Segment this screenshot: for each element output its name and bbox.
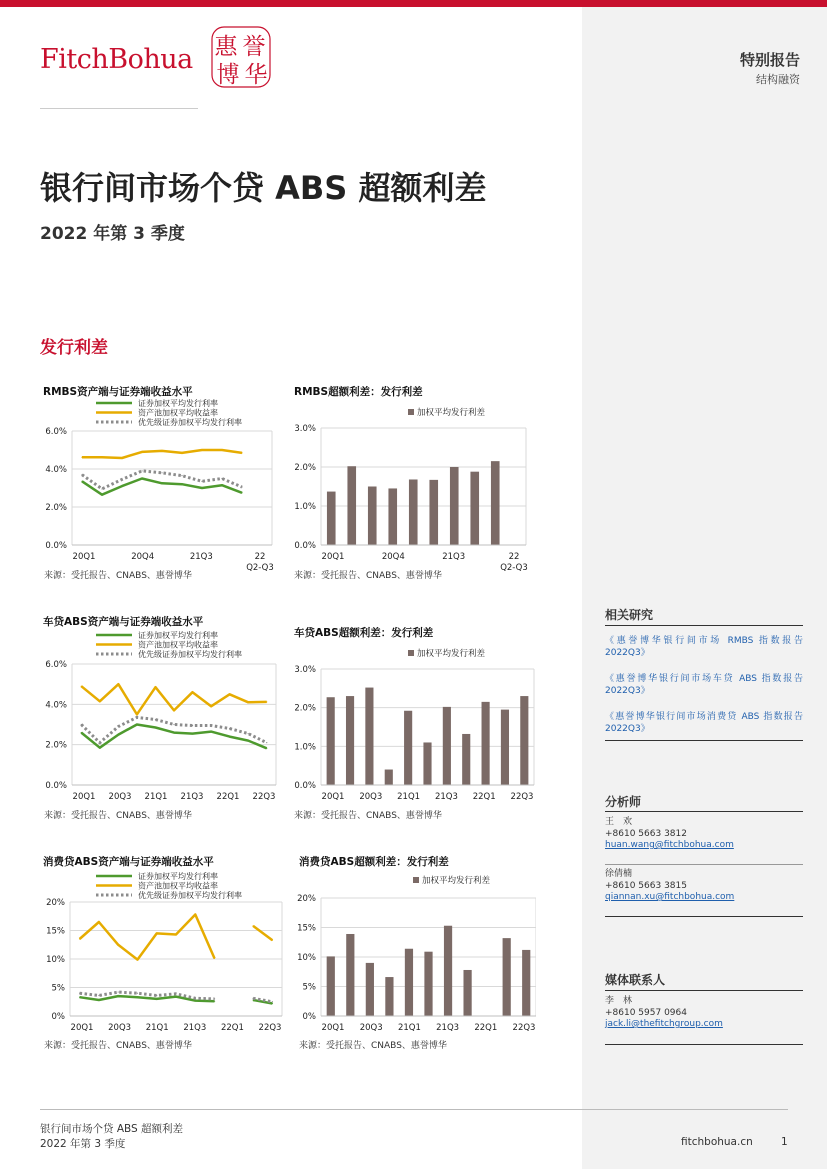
data-point xyxy=(272,1001,273,1002)
x-tick-label: 21Q1 xyxy=(144,792,168,802)
sidebar-divider xyxy=(605,864,803,865)
legend-label: 加权平均发行利差 xyxy=(417,649,486,659)
analyst-name: 徐倩楠 xyxy=(605,869,633,879)
fitchbohua-logo: FitchBohua xyxy=(40,44,193,75)
y-tick-label: 2.0% xyxy=(294,463,316,473)
bar xyxy=(409,479,418,545)
source-note: 来源：受托报告、CNABS、惠誉博华 xyxy=(294,571,442,581)
source-note: 来源：受托报告、CNABS、惠誉博华 xyxy=(44,571,192,581)
chart-title: 消费贷ABS超额利差：发行利差 xyxy=(299,856,449,868)
bar xyxy=(404,711,412,785)
x-tick-label: 20Q1 xyxy=(321,1023,345,1033)
legend-swatch xyxy=(413,877,419,883)
data-point xyxy=(118,991,119,992)
top-accent-bar xyxy=(0,0,827,7)
bar xyxy=(491,461,500,545)
media-contact-name: 李 林 xyxy=(605,996,633,1006)
sidebar-divider xyxy=(605,916,803,917)
sidebar-divider xyxy=(605,740,803,741)
x-tick-label: 20Q3 xyxy=(359,792,383,802)
series-line xyxy=(81,684,266,714)
y-tick-label: 5% xyxy=(51,983,65,994)
x-tick-label: 22Q3 xyxy=(252,792,276,802)
x-tick-label: 21Q3 xyxy=(183,1023,207,1033)
footer-date: 2022 年第 3 季度 xyxy=(40,1138,126,1150)
x-tick-label: 22Q3 xyxy=(510,792,534,802)
data-point xyxy=(98,995,99,996)
sidebar-panel xyxy=(582,7,827,1169)
sidebar-divider xyxy=(605,625,803,626)
page-number: 1 xyxy=(781,1136,788,1148)
x-tick-label: 20Q4 xyxy=(381,552,405,562)
seal-character: 誉 xyxy=(242,34,266,60)
y-tick-label: 6.0% xyxy=(45,427,67,437)
y-tick-label: 20% xyxy=(46,898,65,908)
consumer-spread-chart xyxy=(286,852,536,1036)
bar xyxy=(503,938,511,1016)
bar xyxy=(346,696,354,785)
legend-label: 证券加权平均发行利率 xyxy=(138,872,218,881)
sidebar-divider xyxy=(605,811,803,812)
x-tick-label: 20Q1 xyxy=(72,552,96,562)
analyst-heading: 分析师 xyxy=(605,795,642,809)
analyst-name: 王 欢 xyxy=(605,817,633,827)
chart-title: RMBS超额利差：发行利差 xyxy=(294,386,423,398)
y-tick-label: 2.0% xyxy=(294,703,316,714)
x-tick-label: 22Q1 xyxy=(474,1023,498,1033)
bar xyxy=(347,466,356,545)
series-line xyxy=(82,450,242,458)
related-report-link[interactable]: 《惠誉博华银行间市场消费贷 ABS 指数报告 2022Q3》 xyxy=(605,712,803,734)
bar xyxy=(368,487,377,546)
bar xyxy=(450,467,459,545)
x-tick-label: 21Q3 xyxy=(189,552,213,562)
data-point xyxy=(137,993,138,994)
bar xyxy=(470,472,479,545)
bar xyxy=(423,742,431,785)
legend-label: 优先级证券加权平均发行利率 xyxy=(138,418,242,427)
x-tick-label: 22Q3 xyxy=(258,1023,282,1033)
source-note: 来源：受托报告、CNABS、惠誉博华 xyxy=(299,1041,447,1051)
data-point xyxy=(248,733,249,734)
y-tick-label: 1.0% xyxy=(294,502,316,512)
y-tick-label: 4.0% xyxy=(45,700,67,711)
bar xyxy=(429,480,438,545)
y-tick-label: 6.0% xyxy=(45,660,67,670)
y-tick-label: 0.0% xyxy=(45,781,67,791)
legend-swatch xyxy=(408,409,414,415)
x-tick-label: 22Q1 xyxy=(472,792,496,802)
related-research-heading: 相关研究 xyxy=(605,608,654,622)
bar xyxy=(424,952,432,1016)
bar xyxy=(385,770,393,785)
data-point xyxy=(201,481,202,482)
x-tick-label: 20Q1 xyxy=(321,552,345,562)
bar xyxy=(385,977,393,1016)
x-tick-label: 20Q1 xyxy=(321,792,345,802)
legend-label: 加权平均发行利差 xyxy=(417,408,486,418)
analyst-contact xyxy=(605,817,734,852)
x-tick-label: Q2-Q3 xyxy=(500,563,528,573)
footer-divider xyxy=(40,1109,788,1110)
footer-title: 银行间市场个贷 ABS 超额利差 xyxy=(40,1123,184,1135)
page-subtitle: 2022 年第 3 季度 xyxy=(40,224,185,244)
media-contact-heading: 媒体联系人 xyxy=(605,973,666,987)
legend-swatch xyxy=(408,650,414,656)
rmbs-spread-chart xyxy=(286,380,536,580)
y-tick-label: 0.0% xyxy=(294,541,316,551)
y-tick-label: 0.0% xyxy=(45,541,67,551)
bar xyxy=(388,488,397,545)
chart-title: RMBS资产端与证券端收益水平 xyxy=(43,386,193,398)
y-tick-label: 0% xyxy=(51,1012,65,1022)
x-tick-label: 21Q1 xyxy=(145,1023,169,1033)
bar xyxy=(327,492,336,545)
x-tick-label: 22 xyxy=(508,552,520,562)
x-tick-label: 20Q3 xyxy=(108,1023,132,1033)
seal-character: 惠 xyxy=(214,34,238,60)
rmbs-yield-chart xyxy=(36,380,286,580)
series-line xyxy=(80,915,215,960)
legend-label: 加权平均发行利差 xyxy=(422,876,491,886)
seal-character: 华 xyxy=(244,62,268,88)
media-contact-email-link[interactable]: jack.li@thefitchgroup.com xyxy=(605,1019,723,1029)
bar xyxy=(366,963,374,1016)
auto-spread-chart xyxy=(286,622,536,810)
brand-seal-logo xyxy=(210,24,272,90)
bar xyxy=(501,710,509,785)
bar xyxy=(522,950,530,1016)
bar xyxy=(327,956,335,1016)
bar xyxy=(405,949,413,1016)
analyst-phone: +8610 5663 3812 xyxy=(605,828,687,839)
legend-label: 资产池加权平均收益率 xyxy=(138,640,218,650)
footer-website-link[interactable]: fitchbohua.cn xyxy=(681,1136,753,1148)
x-tick-label: 21Q3 xyxy=(436,1023,460,1033)
source-note: 来源：受托报告、CNABS、惠誉博华 xyxy=(44,811,192,821)
source-note: 来源：受托报告、CNABS、惠誉博华 xyxy=(294,811,442,821)
bar xyxy=(463,970,471,1016)
y-tick-label: 4.0% xyxy=(45,465,67,475)
legend-label: 资产池加权平均收益率 xyxy=(138,408,218,418)
related-report-link[interactable]: 《惠誉博华银行间市场 RMBS 指数报告 2022Q3》 xyxy=(605,636,803,658)
y-tick-label: 1.0% xyxy=(294,742,316,753)
y-tick-label: 20% xyxy=(297,894,316,904)
y-tick-label: 10% xyxy=(297,953,316,963)
x-tick-label: 21Q1 xyxy=(397,1023,421,1033)
legend-label: 优先级证券加权平均发行利率 xyxy=(138,650,242,659)
x-tick-label: 20Q4 xyxy=(131,552,155,562)
x-tick-label: 20Q1 xyxy=(70,1023,94,1033)
y-tick-label: 0% xyxy=(302,1012,316,1022)
x-tick-label: 22Q1 xyxy=(216,792,240,802)
data-point xyxy=(266,742,267,743)
y-tick-label: 15% xyxy=(46,926,65,937)
y-tick-label: 0.0% xyxy=(294,781,316,791)
logo-divider xyxy=(40,108,198,109)
chart-title: 车贷ABS超额利差：发行利差 xyxy=(294,627,434,639)
data-point xyxy=(181,475,182,476)
x-tick-label: 21Q1 xyxy=(397,792,421,802)
bar xyxy=(443,707,451,785)
x-tick-label: 20Q1 xyxy=(72,792,96,802)
y-tick-label: 5% xyxy=(302,982,316,993)
series-line xyxy=(253,926,272,940)
sidebar-divider xyxy=(605,990,803,991)
x-tick-label: 21Q3 xyxy=(434,792,458,802)
chart-title: 车贷ABS资产端与证券端收益水平 xyxy=(43,616,204,628)
x-tick-label: 22 xyxy=(254,552,266,562)
sidebar-divider xyxy=(605,1044,803,1045)
y-tick-label: 2.0% xyxy=(45,503,67,513)
legend-label: 证券加权平均发行利率 xyxy=(138,399,218,408)
series-line xyxy=(82,479,242,495)
page-title: 银行间市场个贷 ABS 超额利差 xyxy=(40,169,487,207)
chart-title: 消费贷ABS资产端与证券端收益水平 xyxy=(43,856,214,868)
x-tick-label: 20Q3 xyxy=(359,1023,383,1033)
section-title: 发行利差 xyxy=(40,338,108,358)
x-tick-label: Q2-Q3 xyxy=(246,563,274,573)
y-tick-label: 3.0% xyxy=(294,665,316,675)
auto-yield-chart xyxy=(36,610,286,810)
consumer-yield-chart xyxy=(36,852,286,1036)
x-tick-label: 21Q3 xyxy=(442,552,466,562)
bar xyxy=(520,696,528,785)
bar xyxy=(346,934,354,1016)
report-category: 结构融资 xyxy=(756,73,800,86)
x-tick-label: 20Q3 xyxy=(108,792,132,802)
bar xyxy=(327,697,335,785)
x-tick-label: 22Q1 xyxy=(220,1023,244,1033)
data-point xyxy=(141,470,142,471)
bar xyxy=(462,734,470,785)
analyst-phone: +8610 5663 3815 xyxy=(605,880,687,891)
seal-character: 博 xyxy=(216,62,240,88)
legend-label: 资产池加权平均收益率 xyxy=(138,881,218,891)
data-point xyxy=(161,472,162,473)
y-tick-label: 3.0% xyxy=(294,424,316,434)
related-report-link[interactable]: 《惠誉博华银行间市场车贷 ABS 指数报告 2022Q3》 xyxy=(605,674,803,696)
bar xyxy=(365,688,373,785)
x-tick-label: 21Q3 xyxy=(180,792,204,802)
analyst-email-link[interactable]: qiannan.xu@fitchbohua.com xyxy=(605,892,735,902)
bar xyxy=(444,926,452,1016)
y-tick-label: 10% xyxy=(46,955,65,965)
data-point xyxy=(173,724,174,725)
bar xyxy=(482,702,490,785)
x-tick-label: 22Q3 xyxy=(512,1023,536,1033)
analyst-contact xyxy=(605,869,734,904)
y-tick-label: 2.0% xyxy=(45,740,67,751)
legend-label: 优先级证券加权平均发行利率 xyxy=(138,891,242,900)
y-tick-label: 15% xyxy=(297,923,316,934)
analyst-email-link[interactable]: huan.wang@fitchbohua.com xyxy=(605,840,734,850)
source-note: 来源：受托报告、CNABS、惠誉博华 xyxy=(44,1041,192,1051)
report-type: 特别报告 xyxy=(739,51,800,69)
legend-label: 证券加权平均发行利率 xyxy=(138,631,218,640)
media-contact-phone: +8610 5957 0964 xyxy=(605,1007,687,1018)
media-contact xyxy=(605,996,723,1031)
